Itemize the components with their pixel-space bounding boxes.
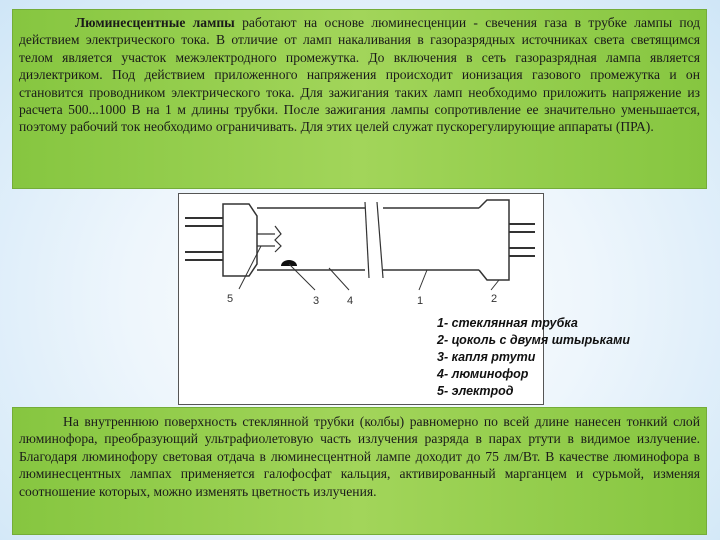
- leader-3: [289, 264, 315, 290]
- callout-3: 3: [313, 295, 320, 307]
- glass-tube-right: [383, 208, 479, 270]
- right-cap: [479, 200, 509, 280]
- leader-1: [419, 270, 427, 290]
- legend-item-1: 1- стеклянная трубка: [437, 316, 578, 330]
- legend-item-5: 5- электрод: [437, 384, 514, 398]
- lamp-type-heading: Люминесцентные лампы: [75, 15, 235, 30]
- callout-5: 5: [227, 293, 234, 305]
- legend-item-2: 2- цоколь с двумя штырьками: [437, 333, 631, 347]
- tube-break-right: [377, 202, 383, 278]
- callout-4: 4: [347, 295, 354, 307]
- legend-item-4: 4- люминофор: [437, 367, 529, 381]
- left-cap: [223, 204, 257, 276]
- callout-1: 1: [417, 295, 424, 307]
- bottom-paragraph-text: На внутреннюю поверхность стеклянной трубки (колбы) равномерно по всей длине нанесен тонкий слой люминофора, преобразующий ультрафиолетовую часть излучения разряда в парах ртути в видимое излучение. Благодаря люминофору световая отдача в люминесцентной лампе доходит до 75 лм/Вт. В качестве люминофора в люминесцентных лампах применяется галофосфат кальция, активированный марганцем и сурьмой, изменяя соотношение которых, можно изменять цветность излучения.: [19, 414, 700, 499]
- lamp-diagram: [178, 193, 631, 405]
- top-text-block: [12, 9, 707, 189]
- leader-2: [491, 280, 499, 290]
- electrode-coil: [275, 226, 281, 252]
- callout-2: 2: [491, 293, 498, 305]
- top-paragraph-text: работают на основе люминесценции - свечения газа в трубке лампы под действием электрического тока. В отличие от ламп накаливания в газоразрядных источниках света светящимся телом является участок межэлектродного промежутка. До включения в сеть газоразрядная лампа является диэлектриком. Под действием приложенного напряжения происходит ионизация газового промежутка и он становится проводником электрического тока. Для зажигания таких ламп необходимо приложить напряжение из расчета 500...1000 В на 1 м длины трубки. После зажигания лампы сопротивление ее значительно уменьшается, поэтому рабочий ток необходимо ограничивать. Для этих целей служат пускорегулирующие аппараты (ПРА).: [19, 15, 700, 135]
- bottom-text-block: [12, 407, 707, 535]
- leader-4: [329, 268, 349, 290]
- tube-break-left: [365, 202, 369, 278]
- legend-item-3: 3- капля ртути: [437, 350, 536, 364]
- mercury-drop: [281, 260, 297, 266]
- leader-5: [239, 246, 261, 289]
- glass-tube-left: [257, 208, 365, 270]
